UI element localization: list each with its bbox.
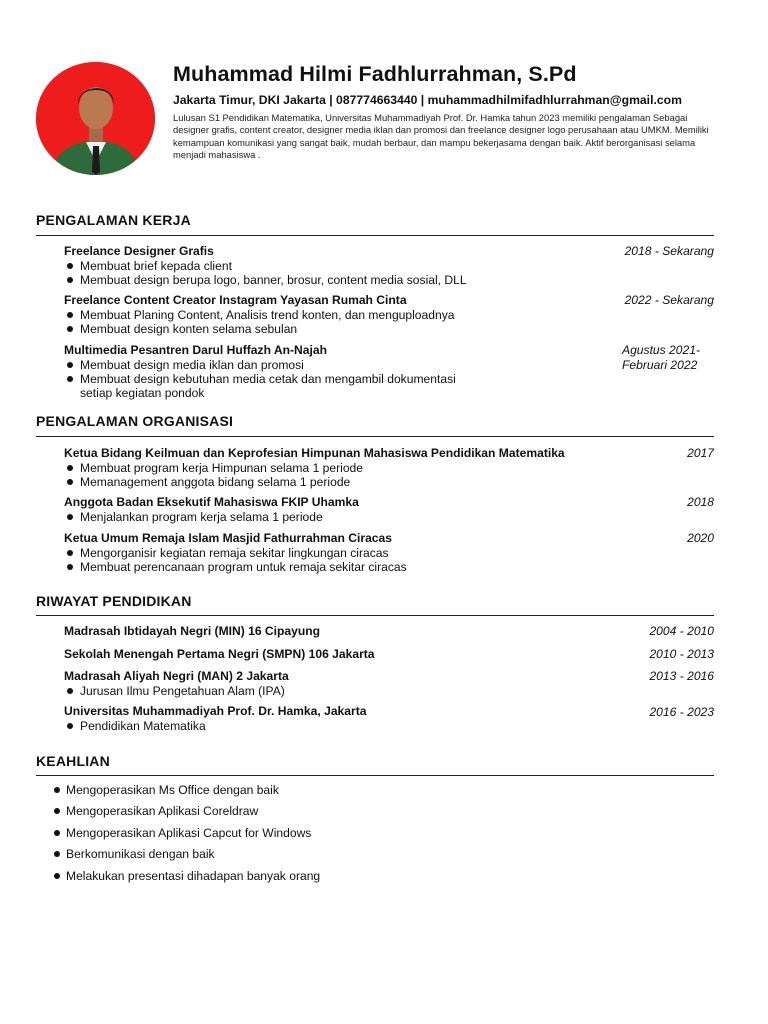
section-title-organization: PENGALAMAN ORGANISASI [36, 413, 234, 429]
bullet-dot-icon [67, 326, 73, 332]
bullet-dot-icon [67, 479, 73, 485]
bullet-item: Membuat perencanaan program untuk remaja sekitar ciracas [64, 560, 714, 574]
skill-item: Mengoperasikan Ms Office dengan baik [54, 783, 279, 797]
bullet-dot-icon [67, 277, 73, 283]
skill-item: Mengoperasikan Aplikasi Capcut for Windows [54, 826, 311, 840]
entry-title: Multimedia Pesantren Darul Huffazh An-Najah [64, 343, 327, 357]
work-entry [64, 343, 714, 400]
edu-entry [64, 704, 714, 733]
contact-info: Jakarta Timur, DKI Jakarta | 087774663440 | muhammadhilmifadhlurrahman@gmail.com [173, 93, 682, 107]
edu-entry [64, 669, 714, 698]
bullet-item: Membuat Planing Content, Analisis trend konten, dan menguploadnya [64, 308, 714, 322]
person-portrait-icon [36, 62, 155, 175]
entry-title: Ketua Umum Remaja Islam Masjid Fathurrahman Ciracas [64, 531, 392, 545]
section-divider [36, 775, 714, 776]
org-entry [64, 446, 714, 489]
bullet-dot-icon [54, 873, 60, 879]
section-divider [36, 615, 714, 616]
bullet-item: Menjalankan program kerja selama 1 periode [64, 510, 714, 524]
edu-entry [64, 647, 714, 662]
bullet-dot-icon [67, 263, 73, 269]
entry-date: 2018 - Sekarang [624, 244, 714, 258]
entry-date: 2018 [687, 495, 714, 509]
skill-item: Melakukan presentasi dihadapan banyak orang [54, 869, 320, 883]
bullet-dot-icon [67, 465, 73, 471]
bullet-dot-icon [67, 723, 73, 729]
candidate-name: Muhammad Hilmi Fadhlurrahman, S.Pd [173, 62, 577, 86]
bullet-item: Jurusan Ilmu Pengetahuan Alam (IPA) [64, 684, 714, 698]
entry-date: 2013 - 2016 [649, 669, 714, 683]
bullet-item: Memanagement anggota bidang selama 1 periode [64, 475, 714, 489]
org-entry [64, 495, 714, 524]
work-entry [64, 244, 714, 287]
entry-date: 2004 - 2010 [649, 624, 714, 638]
bullet-dot-icon [67, 376, 73, 382]
bullet-item: Pendidikan Matematika [64, 719, 714, 733]
entry-title: Ketua Bidang Keilmuan dan Keprofesian Himpunan Mahasiswa Pendidikan Matematika [64, 446, 565, 460]
bullet-dot-icon [67, 550, 73, 556]
skill-item: Mengoperasikan Aplikasi Coreldraw [54, 804, 258, 818]
bullet-dot-icon [67, 514, 73, 520]
bullet-dot-icon [67, 312, 73, 318]
section-title-education: RIWAYAT PENDIDIKAN [36, 593, 192, 609]
bullet-dot-icon [54, 830, 60, 836]
skill-item: Berkomunikasi dengan baik [54, 847, 215, 861]
edu-entry [64, 624, 714, 639]
entry-date: 2022 - Sekarang [624, 293, 714, 307]
bullet-item: Membuat program kerja Himpunan selama 1 periode [64, 461, 714, 475]
bullet-item: Membuat design kebutuhan media cetak dan mengambil dokumentasi setiap kegiatan pondok [64, 372, 714, 400]
entry-date: 2017 [687, 446, 714, 460]
bullet-dot-icon [67, 688, 73, 694]
bullet-item: Membuat design konten selama sebulan [64, 322, 714, 336]
section-divider [36, 436, 714, 437]
entry-title: Anggota Badan Eksekutif Mahasiswa FKIP Uhamka [64, 495, 359, 509]
entry-title: Freelance Content Creator Instagram Yayasan Rumah Cinta [64, 293, 407, 307]
entry-title: Sekolah Menengah Pertama Negri (SMPN) 106 Jakarta [64, 647, 375, 661]
bullet-item: Membuat design media iklan dan promosi [64, 358, 714, 372]
bullet-dot-icon [54, 787, 60, 793]
profile-summary: Lulusan S1 Pendidikan Matematika, Universitas Muhammadiyah Prof. Dr. Hamka tahun 2023 memiliki pengalaman Sebagai designer grafis, content creator, designer media iklan dan promosi dan freelance designer logo perusahaan atau UMKM. Memiliki kemampuan komunikasi yang sangat baik, mudah berbaur, dan mampu bekerjasama dengan baik. Aktif berorganisasi selama menjadi mahasiswa . [173, 112, 709, 160]
org-entry [64, 531, 714, 574]
entry-date: 2016 - 2023 [649, 705, 714, 719]
bullet-dot-icon [54, 808, 60, 814]
entry-date: Agustus 2021- Februari 2022 [622, 343, 700, 372]
profile-photo [36, 62, 155, 175]
work-entry [64, 293, 714, 336]
section-title-skills: KEAHLIAN [36, 753, 110, 769]
bullet-dot-icon [67, 564, 73, 570]
bullet-item: Membuat design berupa logo, banner, brosur, content media sosial, DLL [64, 273, 714, 287]
bullet-dot-icon [67, 362, 73, 368]
section-divider [36, 235, 714, 236]
bullet-item: Membuat brief kepada client [64, 259, 714, 273]
entry-title: Universitas Muhammadiyah Prof. Dr. Hamka, Jakarta [64, 704, 367, 718]
entry-date: 2010 - 2013 [649, 647, 714, 661]
entry-title: Madrasah Ibtidayah Negri (MIN) 16 Cipayung [64, 624, 321, 638]
bullet-dot-icon [54, 851, 60, 857]
entry-title: Freelance Designer Grafis [64, 244, 214, 258]
section-title-work: PENGALAMAN KERJA [36, 212, 191, 228]
bullet-item: Mengorganisir kegiatan remaja sekitar lingkungan ciracas [64, 546, 714, 560]
entry-date: 2020 [687, 531, 714, 545]
entry-title: Madrasah Aliyah Negri (MAN) 2 Jakarta [64, 669, 289, 683]
